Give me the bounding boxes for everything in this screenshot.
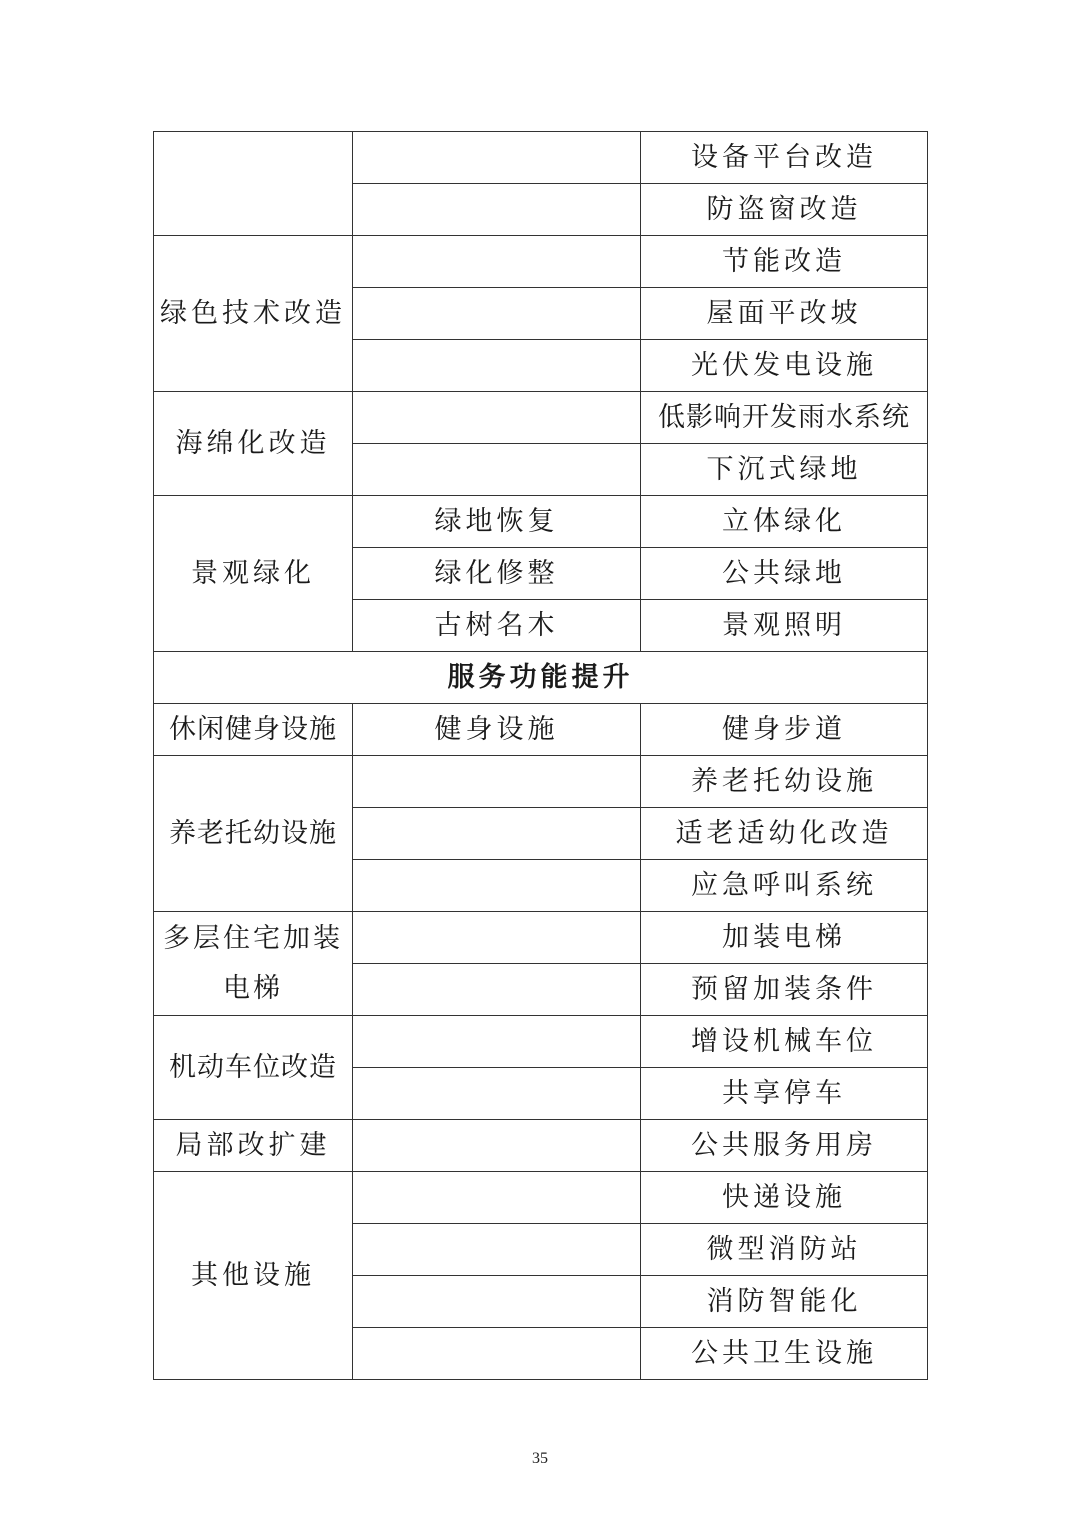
table-cell: 养老托幼设施 bbox=[641, 756, 928, 808]
table-row bbox=[154, 392, 928, 444]
table-row bbox=[154, 1120, 928, 1172]
group-cell bbox=[154, 132, 353, 236]
table-row bbox=[154, 704, 928, 756]
table-cell bbox=[353, 1276, 641, 1328]
group-cell: 休闲健身设施 bbox=[154, 704, 353, 756]
table-cell: 低影响开发雨水系统 bbox=[641, 392, 928, 444]
table-cell: 立体绿化 bbox=[641, 496, 928, 548]
table-cell: 增设机械车位 bbox=[641, 1016, 928, 1068]
table-cell: 设备平台改造 bbox=[641, 132, 928, 184]
section-row bbox=[154, 652, 928, 704]
table-cell bbox=[353, 236, 641, 288]
table-cell: 防盗窗改造 bbox=[641, 184, 928, 236]
table-row bbox=[154, 1016, 928, 1068]
table-cell bbox=[353, 184, 641, 236]
table-cell: 健身设施 bbox=[353, 704, 641, 756]
table-cell: 加装电梯 bbox=[641, 912, 928, 964]
table-row bbox=[154, 756, 928, 808]
table-cell: 公共服务用房 bbox=[641, 1120, 928, 1172]
table-cell bbox=[353, 288, 641, 340]
table-row bbox=[154, 496, 928, 548]
table-cell bbox=[353, 808, 641, 860]
table-cell bbox=[353, 964, 641, 1016]
group-cell: 局部改扩建 bbox=[154, 1120, 353, 1172]
table-row bbox=[154, 236, 928, 288]
table-cell: 共享停车 bbox=[641, 1068, 928, 1120]
table-cell: 微型消防站 bbox=[641, 1224, 928, 1276]
table-row bbox=[154, 1172, 928, 1224]
table-cell bbox=[353, 1120, 641, 1172]
group-cell: 其他设施 bbox=[154, 1172, 353, 1380]
group-cell: 绿色技术改造 bbox=[154, 236, 353, 392]
table-cell bbox=[353, 340, 641, 392]
group-cell: 养老托幼设施 bbox=[154, 756, 353, 912]
table-cell: 应急呼叫系统 bbox=[641, 860, 928, 912]
page-number: 35 bbox=[532, 1450, 548, 1467]
section-heading: 服务功能提升 bbox=[154, 652, 928, 704]
table-cell bbox=[353, 912, 641, 964]
table-cell: 消防智能化 bbox=[641, 1276, 928, 1328]
table-cell bbox=[353, 1172, 641, 1224]
table-cell bbox=[353, 1328, 641, 1380]
table-cell: 公共绿地 bbox=[641, 548, 928, 600]
table-cell: 屋面平改坡 bbox=[641, 288, 928, 340]
table-cell: 古树名木 bbox=[353, 600, 641, 652]
table-cell bbox=[353, 392, 641, 444]
table-row bbox=[154, 912, 928, 964]
table-cell: 光伏发电设施 bbox=[641, 340, 928, 392]
table-cell: 适老适幼化改造 bbox=[641, 808, 928, 860]
table-cell bbox=[353, 860, 641, 912]
renovation-items-table bbox=[153, 131, 928, 1380]
group-cell: 机动车位改造 bbox=[154, 1016, 353, 1120]
table-cell: 绿地恢复 bbox=[353, 496, 641, 548]
table-cell: 公共卫生设施 bbox=[641, 1328, 928, 1380]
group-label: 多层住宅加装电梯 bbox=[163, 922, 343, 1004]
table-cell: 景观照明 bbox=[641, 600, 928, 652]
table-cell bbox=[353, 1016, 641, 1068]
table-cell bbox=[353, 756, 641, 808]
table-cell: 快递设施 bbox=[641, 1172, 928, 1224]
table-row bbox=[154, 132, 928, 184]
table-cell: 节能改造 bbox=[641, 236, 928, 288]
table-cell: 下沉式绿地 bbox=[641, 444, 928, 496]
table-cell bbox=[353, 1224, 641, 1276]
group-cell bbox=[154, 912, 353, 1016]
table-cell: 绿化修整 bbox=[353, 548, 641, 600]
table-cell bbox=[353, 1068, 641, 1120]
table-cell bbox=[353, 132, 641, 184]
table-cell: 预留加装条件 bbox=[641, 964, 928, 1016]
group-cell: 海绵化改造 bbox=[154, 392, 353, 496]
group-cell: 景观绿化 bbox=[154, 496, 353, 652]
table-cell bbox=[353, 444, 641, 496]
table-cell: 健身步道 bbox=[641, 704, 928, 756]
